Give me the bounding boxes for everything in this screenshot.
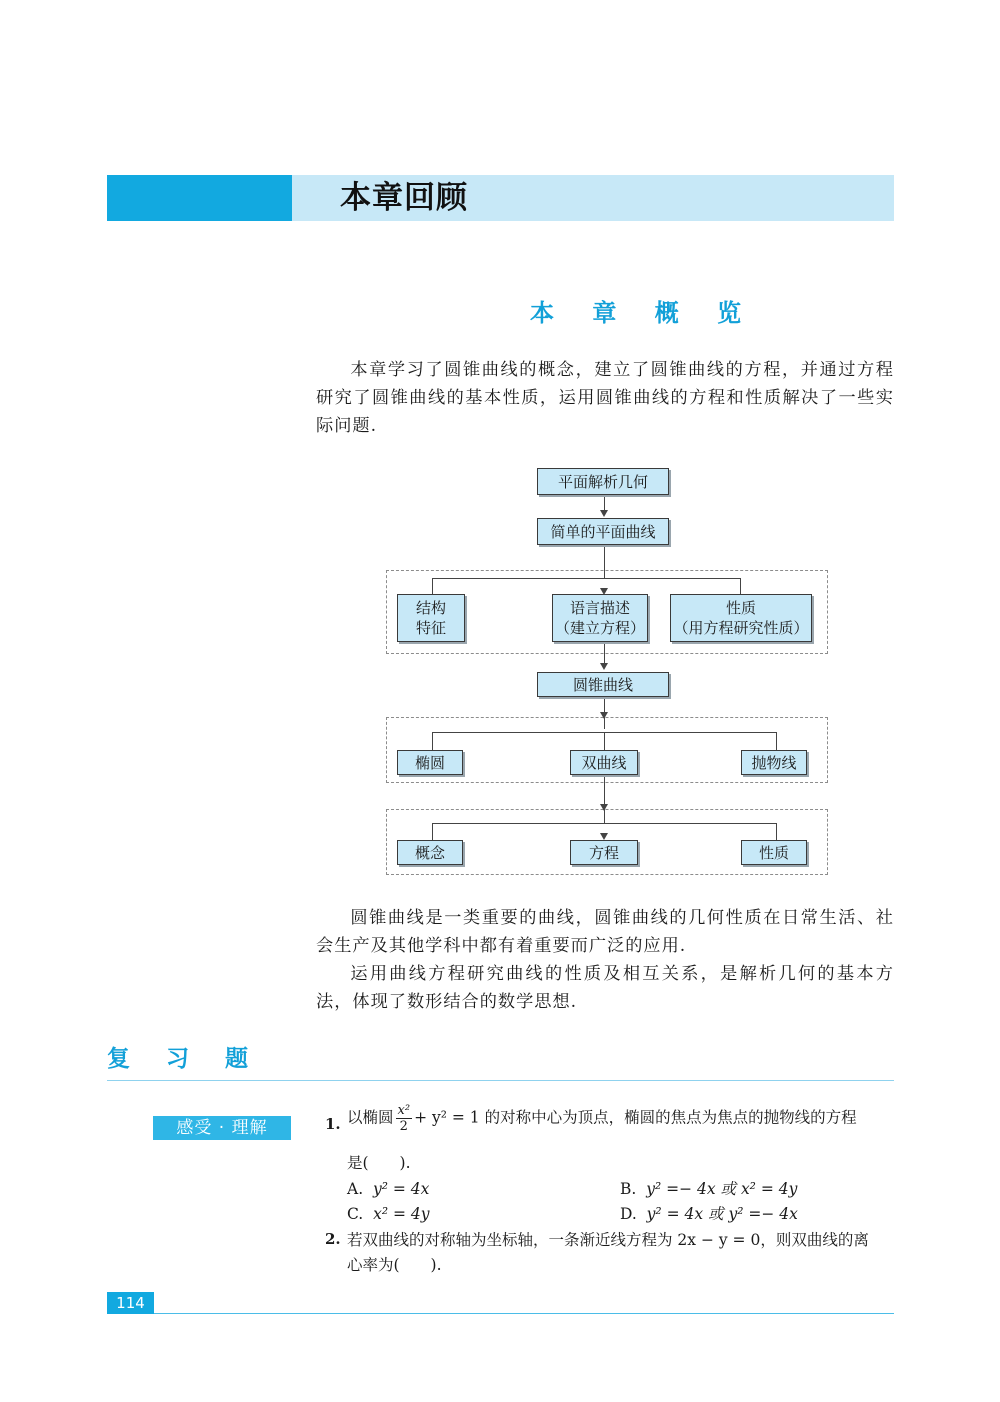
question-number: 2. [325,1230,341,1248]
intro-paragraph: 本章学习了圆锥曲线的概念，建立了圆锥曲线的方程，并通过方程研究了圆锥曲线的基本性质，运用圆锥曲线的方程和性质解决了一些实际问题. [316,360,894,436]
connector [432,732,433,750]
node-properties: 性质 （用方程研究性质） [670,594,812,642]
connector [432,578,740,579]
node-analytic-geometry: 平面解析几何 [537,468,669,495]
subsection-badge: 感受 · 理解 [153,1116,291,1140]
option-label: C. [347,1205,364,1223]
connector [776,823,777,840]
option-label: A. [347,1180,364,1198]
chapter-banner-accent [107,175,292,221]
arrow-icon [600,510,608,517]
option-text: y² =− 4x 或 x² = 4y [646,1180,798,1198]
connector [604,732,605,750]
arrow-icon [600,663,608,670]
concept-diagram [380,462,830,882]
question-2-line1: 若双曲线的对称轴为坐标轴，一条渐近线方程为 2x − y = 0，则双曲线的离 [347,1231,869,1249]
conic-paragraph: 圆锥曲线是一类重要的曲线，圆锥曲线的几何性质在日常生活、社会生产及其他学科中都有着重要而广泛的应用. [316,908,894,956]
fraction-denominator: 2 [399,1119,408,1134]
option-label: D. [620,1205,637,1223]
page-number: 114 [116,1294,145,1312]
option-d [620,1202,798,1226]
arrow-icon [600,712,608,719]
option-text: x² = 4y [373,1205,430,1223]
question-1-post: + y² = 1 的对称中心为顶点，椭圆的焦点为焦点的抛物线的方程 [414,1108,857,1127]
chapter-title: 本章回顾 [340,180,468,216]
node-ellipse: 椭圆 [397,750,463,775]
overview-heading: 本 章 概 览 [530,299,757,327]
node-property: 性质 [741,840,807,865]
node-equation: 方程 [570,840,638,865]
connector [740,578,741,594]
option-text: y² = 4x [372,1180,430,1198]
node-concept: 概念 [397,840,463,865]
method-paragraph: 运用曲线方程研究曲线的性质及相互关系，是解析几何的基本方法，体现了数形结合的数学思想. [316,964,894,1012]
question-2-line2: 心率为( ). [347,1256,442,1274]
review-heading: 复 习 题 [107,1046,263,1072]
option-a [347,1177,429,1201]
node-conic-sections: 圆锥曲线 [537,672,669,697]
section-divider [107,1080,894,1081]
node-structure: 结构 特征 [397,594,465,642]
option-text: y² = 4x 或 y² =− 4x [646,1205,798,1223]
arrow-icon [600,804,608,811]
option-c [347,1202,430,1226]
fraction [396,1103,413,1134]
question-1-pre: 以椭圆 [347,1108,394,1127]
connector [432,823,776,824]
connector [776,732,777,750]
option-label: B. [620,1180,637,1198]
connector [604,775,605,823]
footer-divider [154,1313,894,1314]
question-number: 1. [325,1115,341,1133]
connector [604,545,605,578]
fraction-numerator: x² [397,1103,411,1118]
arrow-icon [600,833,608,840]
connector [432,578,433,594]
question-1-text [347,1103,897,1134]
connector [432,823,433,840]
question-1-line2: 是( ). [347,1154,411,1172]
option-b [620,1177,797,1201]
node-plane-curves: 简单的平面曲线 [537,518,669,545]
node-hyperbola: 双曲线 [570,750,638,775]
node-language-description: 语言描述 （建立方程） [552,594,648,642]
node-parabola: 抛物线 [741,750,807,775]
